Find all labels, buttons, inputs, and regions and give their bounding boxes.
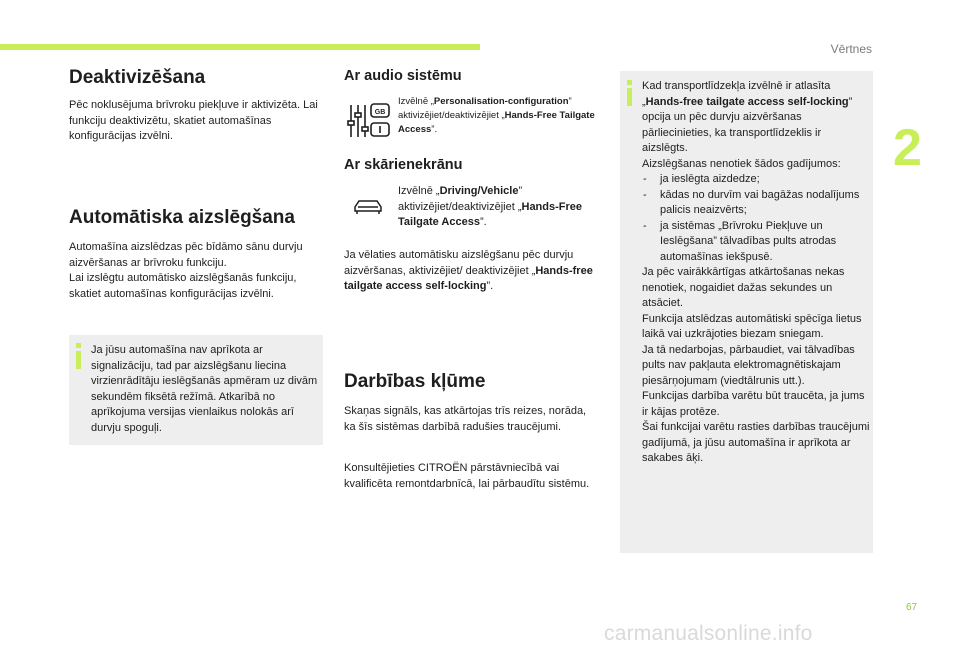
audio-settings-icon: [346, 101, 392, 141]
auto-lock-body-1: Automašīna aizslēdzas pēc bīdāmo sānu durvju aizvēršanas ar brīvroku funkciju.: [69, 241, 303, 269]
malfunction-body-1: Skaņas signāls, kas atkārtojas trīs reizes, norāda, ka šīs sistēmas darbībā radušies traucējumi.: [344, 405, 587, 433]
deactivation-body: Pēc noklusējuma brīvroku piekļuve ir aktivizēta. Lai funkciju deaktivizētu, skatiet automašīnas konfigurācijas izvēlni.: [69, 99, 318, 142]
list-item: - ja ieslēgta aizdedze;: [642, 172, 870, 188]
side-note-p3: Ja pēc vairākkārtīgas atkārtošanas nekas nenotiek, nogaidiet dažas sekundes un atsāciet.: [642, 266, 845, 309]
audio-instructions: Izvēlnē „Personalisation-configuration” aktivizējiet/deaktivizējiet „Hands-Free Tailgate Access”.: [398, 96, 595, 135]
side-note-p7: Šai funkcijai varētu rasties darbības traucējumi gadījumā, ja jūsu automašīna ir aprīkota ar sakabes āķi.: [642, 421, 870, 464]
svg-text:GB: GB: [374, 109, 386, 116]
malfunction-body-2: Konsultējieties CITROËN pārstāvniecībā vai kvalificēta remontdarbnīcā, lai pārbaudītu sistēmu.: [344, 462, 590, 490]
header-accent-bar: [0, 44, 480, 50]
conditions-list: [642, 172, 870, 265]
info-note-text: Ja jūsu automašīna nav aprīkota ar signalizāciju, tad par aizslēgšanu liecina virzienrādītāju ieslēgšanās apmēram uz divām sekundēm fiksētā režīmā. Atkarībā no aprīkojuma versijas vienlaikus nolokās arī durvju spoguļi.: [91, 344, 318, 434]
heading-malfunction: Darbības kļūme: [344, 371, 486, 392]
list-item: - kādas no durvīm vai bagāžas nodalījums palicis neaizvērts;: [642, 188, 870, 219]
section-title: Vērtnes: [830, 42, 872, 56]
heading-audio-system: Ar audio sistēmu: [344, 68, 462, 84]
info-icon: [76, 343, 81, 369]
side-note-p4: Funkcija atslēdzas automātiski spēcīga lietus laikā vai uzkrājoties biezam sniegam.: [642, 312, 862, 340]
chapter-number: 2: [893, 119, 922, 177]
heading-touchscreen: Ar skārienekrānu: [344, 157, 463, 173]
heading-auto-lock: Automātiska aizslēgšana: [69, 207, 295, 228]
side-note-box: [620, 71, 873, 553]
auto-lock-instructions: Ja vēlaties automātisku aizslēgšanu pēc durvju aizvēršanas, aktivizējiet/ deaktivizējiet „Hands-free tailgate access self-locking”.: [344, 249, 593, 292]
side-note-content: [642, 79, 870, 467]
side-note-p6: Funkcijas darbība varētu būt traucēta, ja jums ir kājas protēze.: [642, 390, 865, 418]
list-item: - ja sistēmas „Brīvroku Piekļuve un Ieslēgšana” tālvadības pults atrodas automašīnas iekšpusē.: [642, 219, 870, 266]
watermark: carmanualsonline.info: [604, 622, 813, 645]
heading-deactivation: Deaktivizēšana: [69, 67, 206, 88]
touchscreen-instructions: Izvēlnē „Driving/Vehicle” aktivizējiet/deaktivizējiet „Hands-Free Tailgate Access”.: [398, 185, 583, 228]
side-note-p2: Aizslēgšanas nenotiek šādos gadījumos:: [642, 157, 841, 170]
car-touchscreen-icon: [352, 197, 384, 217]
info-note-box: [69, 335, 323, 445]
auto-lock-body-2: Lai izslēgtu automātisko aizslēgšanās funkciju, skatiet automašīnas konfigurācijas izvēlni.: [69, 272, 297, 300]
side-note-p5: Ja tā nedarbojas, pārbaudiet, vai tālvadības pults nav pakļauta elektromagnētiskajam piesārņojumam (viedtālrunis utt.).: [642, 343, 855, 387]
info-icon: [627, 80, 632, 106]
page-number: 67: [906, 602, 918, 613]
side-note-p1: Kad transportlīdzekļa izvēlnē ir atlasīta „Hands-free tailgate access self-locking” opcija un pēc durvju aizvēršanas pārliecinieties, ka transportlīdzeklis ir aizslēgts.: [642, 80, 853, 154]
